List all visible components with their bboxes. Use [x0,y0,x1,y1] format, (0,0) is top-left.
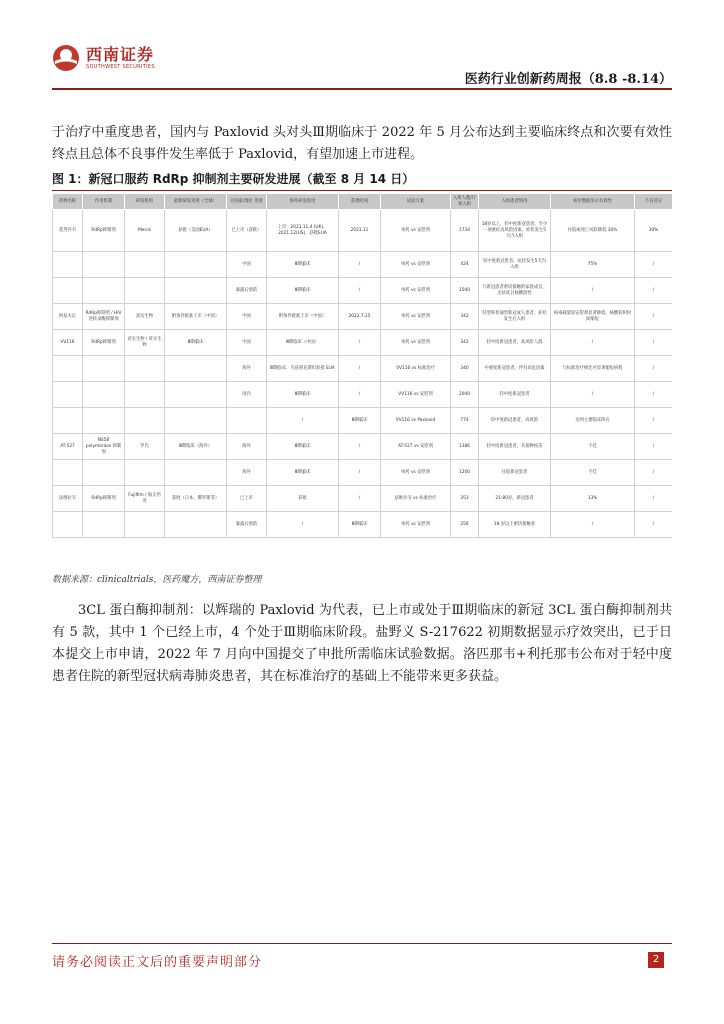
figure-divider [52,190,672,191]
table-cell [83,512,125,538]
table-header-cell: 入组人数/计划入组 [451,194,479,210]
table-cell: 已上市 [227,486,267,512]
table-cell: / [635,512,673,538]
table-cell: AT-527 [53,434,83,460]
table-cell [125,382,165,408]
table-cell: / [635,356,673,382]
rdrp-table [52,193,672,538]
table-cell: Ⅲ期临床 [165,330,227,356]
table-cell: 已上市（获批） [227,210,267,252]
table-cell: / [551,278,635,304]
table-row [53,304,673,330]
table-cell: 774 [451,408,479,434]
table-cell: / [339,382,381,408]
table-cell: Ⅲ期临床 [267,278,339,304]
table-row [53,210,673,252]
table-cell [125,408,165,434]
table-cell [83,460,125,486]
table-cell: Ⅲ期临床 [267,252,339,278]
table-row [53,382,673,408]
table-cell: Ⅲ期临床 [267,434,339,460]
table-cell: RdRp抑制剂 [83,486,125,512]
table-row [53,278,673,304]
table-cell: 获批（日本、俄罗斯等） [165,486,227,512]
table-cell [125,356,165,382]
table-cell: 单药 vs 安慰剂 [381,210,451,252]
table-cell: AT-527 vs 安慰剂 [381,434,451,460]
table-cell [53,356,83,382]
table-cell: 罗氏 [125,434,165,460]
table-header-row [53,194,673,210]
table-cell: 法维拉韦 vs 标准治疗 [381,486,451,512]
table-cell: 海外 [227,356,267,382]
table-cell: 353 [451,486,479,512]
table-row [53,460,673,486]
table-cell: 莫努匹韦 [53,210,83,252]
table-header-cell: 药物名称 [53,194,83,210]
table-cell: 不佳 [551,434,635,460]
table-cell: 附条件批准上市（中国） [267,304,339,330]
table-cell: 1734 [451,210,479,252]
table-cell: 轻中度新冠患者，症状发生5天内入组 [479,252,551,278]
table-cell: 获批（美国EUA） [165,210,227,252]
table-cell: 2022.7.25 [339,304,381,330]
table-cell [125,460,165,486]
table-cell: 与新冠患者密切接触的家庭成员，无症状且核酸阴性 [479,278,551,304]
table-cell: 2021.11 [339,210,381,252]
table-header-cell: 入组患者情况 [479,194,551,210]
table-cell: 住院新冠患者 [479,460,551,486]
table-cell: / [339,330,381,356]
table-cell: / [635,408,673,434]
table-cell: 病毒载量较安慰剂显著降低，核酸转阴时间缩短 [551,304,635,330]
table-cell: VV116 vs Paxlovid [381,408,451,434]
table-cell: 13% [551,486,635,512]
table-cell: / [339,460,381,486]
table-cell: / [551,330,635,356]
table-cell: / [635,460,673,486]
table-cell: NS5B polymerase 抑制剂 [83,434,125,460]
table-cell: 法维拉韦 [53,486,83,512]
table-row [53,356,673,382]
table-cell: 424 [451,252,479,278]
table-cell: VV116 [53,330,83,356]
table-cell: 附条件批准上市（中国） [165,304,227,330]
logo-chinese-name: 西南证券 [86,45,155,64]
table-cell: 30% [635,210,673,252]
table-cell [53,252,83,278]
table-cell: 21-80岁，新冠患者 [479,486,551,512]
table-header-cell: 分国家/地区 进度 [227,194,267,210]
table-header-cell: 研发机构 [125,194,165,210]
table-cell: RdRp抑制剂 [83,210,125,252]
table-cell: 340 [451,356,479,382]
table-cell: VV116 vs 标准治疗 [381,356,451,382]
table-cell [83,252,125,278]
table-cell: 单药 vs 安慰剂 [381,304,451,330]
table-cell [165,252,227,278]
table-cell: 1500 [451,278,479,304]
table-cell: / [267,408,339,434]
table-cell: 单药 vs 安慰剂 [381,460,451,486]
table-cell: / [551,512,635,538]
table-cell: Ⅲ期临床 [339,512,381,538]
company-logo [52,44,155,72]
rdrp-table-container [52,193,672,565]
table-row [53,486,673,512]
table-row [53,434,673,460]
table-cell [125,252,165,278]
table-cell: / [339,486,381,512]
table-cell: 上市：2021.11.4 (UK)，2021.12(US)，获批EUA [267,210,339,252]
table-cell: 海外 [227,434,267,460]
table-header-cell: 不良反应 [635,194,673,210]
report-title: 医药行业创新药周报（8.8 -8.14） [464,72,672,87]
table-cell: / [339,356,381,382]
table-cell [165,408,227,434]
table-cell [165,460,227,486]
table-cell: 海外 [227,460,267,486]
table-cell: 单药 vs 安慰剂 [381,278,451,304]
table-cell [53,408,83,434]
table-cell: 与标准治疗相比可显著缩短病程 [551,356,635,382]
table-cell: / [339,278,381,304]
table-header-cell: 作用机制 [83,194,125,210]
table-cell: 轻中度新冠患者，高风险人群 [479,330,551,356]
table-cell: 1386 [451,434,479,460]
table-cell: 中国 [227,252,267,278]
table-cell: / [635,486,673,512]
table-cell: / [635,252,673,278]
table-cell: 中国 [227,330,267,356]
table-cell [165,356,227,382]
table-cell [83,382,125,408]
page-number: 2 [648,952,664,968]
table-header-cell: 海外研发进度 [267,194,339,210]
table-cell: 暴露后预防 [227,512,267,538]
table-cell: Ⅲ期临床 [339,408,381,434]
table-cell [83,356,125,382]
table-cell: / [267,512,339,538]
table-cell: Merck [125,210,165,252]
figure-title: 图 1：新冠口服药 RdRp 抑制剂主要研发进展（截至 8 月 14 日） [52,172,415,186]
table-cell: / [339,434,381,460]
header-divider [52,88,672,90]
table-cell: 暴露后预防 [227,278,267,304]
table-cell: Ⅲ期临床 [267,382,339,408]
data-source: 数据来源：clinicaltrials，医药魔方，西南证券整理 [52,575,262,585]
table-cell: 中国 [227,304,267,330]
table-header-cell: 初步数据显示有效性 [551,194,635,210]
table-cell: RdRp抑制剂 / HIV逆转录酶抑制剂 [83,304,125,330]
table-cell: 轻中度新冠患者 [479,382,551,408]
table-cell: / [339,252,381,278]
table-cell: 单药 vs 安慰剂 [381,330,451,356]
table-cell: 256 [451,512,479,538]
table-cell: Ⅲ期临床 [267,460,339,486]
table-cell [165,278,227,304]
table-cell: Ⅲ期临床（中国） [267,330,339,356]
table-cell: 轻型和普通型新冠成人患者，症状发生后入组 [479,304,551,330]
table-cell [227,408,267,434]
table-cell: 阿兹夫定 [53,304,83,330]
table-cell: 1200 [451,460,479,486]
table-cell: 2000 [451,382,479,408]
table-cell: VV116 vs 安慰剂 [381,382,451,408]
footer-divider [52,943,672,944]
table-header-cell: 试验方案 [381,194,451,210]
table-cell: Ⅲ期临床，乌兹别克斯坦获批 EUA [267,356,339,382]
sun-logo-icon [52,44,80,72]
table-cell: / [635,304,673,330]
table-cell: Fujifilm / 海正药业 [125,486,165,512]
table-cell: 18岁以上，轻中度新冠患者，至少一项重症高风险因素，症状发生5天内入组 [479,210,551,252]
table-cell: / [635,278,673,304]
table-row [53,512,673,538]
table-header-cell: 最新研发进度（全球） [165,194,227,210]
table-cell [83,408,125,434]
table-cell: / [551,382,635,408]
table-cell: 君实生物 / 旺实生物 [125,330,165,356]
table-header-cell: 获批时间 [339,194,381,210]
table-cell [53,278,83,304]
paragraph-2: 3CL 蛋白酶抑制剂：以辉瑞的 Paxlovid 为代表，已上市或处于Ⅲ期临床的新冠 3CL 蛋白酶抑制剂共有 5 款，其中 1 个已经上市，4 个处于Ⅲ期临床阶段。盐野义 S-217622 初期数据显示疗效突出，已于日本提交上市申请，2022 年 7 月向中国提交了申批所需临床试验数据。洛匹那韦+利托那韦公布对于轻中度患者住院的新型冠状病毒肺炎患者，其在标准治疗的基础上不能带来更多获益。 [52,603,672,684]
table-cell [125,278,165,304]
footer-disclaimer: 请务必阅读正文后的重要声明部分 [52,955,263,970]
table-cell: 国内 [227,382,267,408]
table-cell: 真实生物 [125,304,165,330]
table-row [53,252,673,278]
table-cell [83,278,125,304]
table-cell: / [635,434,673,460]
paragraph-1: 于治疗中重度患者，国内与 Paxlovid 头对头Ⅲ期临床于 2022 年 5 月公布达到主要临床终点和次要有效性终点且总体不良事件发生率低于 Paxlovid，有望加速上市进程。 [52,125,672,162]
table-cell [53,382,83,408]
logo-english-name: SOUTHWEST SECURITIES [86,64,155,70]
table-cell: 不佳 [551,460,635,486]
table-cell: RdRp抑制剂 [83,330,125,356]
table-cell: 获批 [267,486,339,512]
table-cell: 18 岁以上密切接触者 [479,512,551,538]
table-cell [165,382,227,408]
table-cell: / [635,382,673,408]
table-cell [53,512,83,538]
table-cell: Ⅲ期临床（海外） [165,434,227,460]
table-cell [53,460,83,486]
table-cell: 轻中度新冠患者，未接种疫苗 [479,434,551,460]
table-cell: 达到主要临床终点 [551,408,635,434]
table-row [53,330,673,356]
table-cell: 中重度新冠患者，伴有高危因素 [479,356,551,382]
table-cell: 75% [551,252,635,278]
table-cell [165,512,227,538]
table-cell: 单药 vs 安慰剂 [381,512,451,538]
table-cell: 轻中度新冠患者，高风险 [479,408,551,434]
table-cell: 住院或死亡风险降低 30% [551,210,635,252]
table-cell: 单药 vs 安慰剂 [381,252,451,278]
table-cell: 342 [451,304,479,330]
table-row [53,408,673,434]
table-cell: / [635,330,673,356]
table-cell [125,512,165,538]
table-cell: 342 [451,330,479,356]
